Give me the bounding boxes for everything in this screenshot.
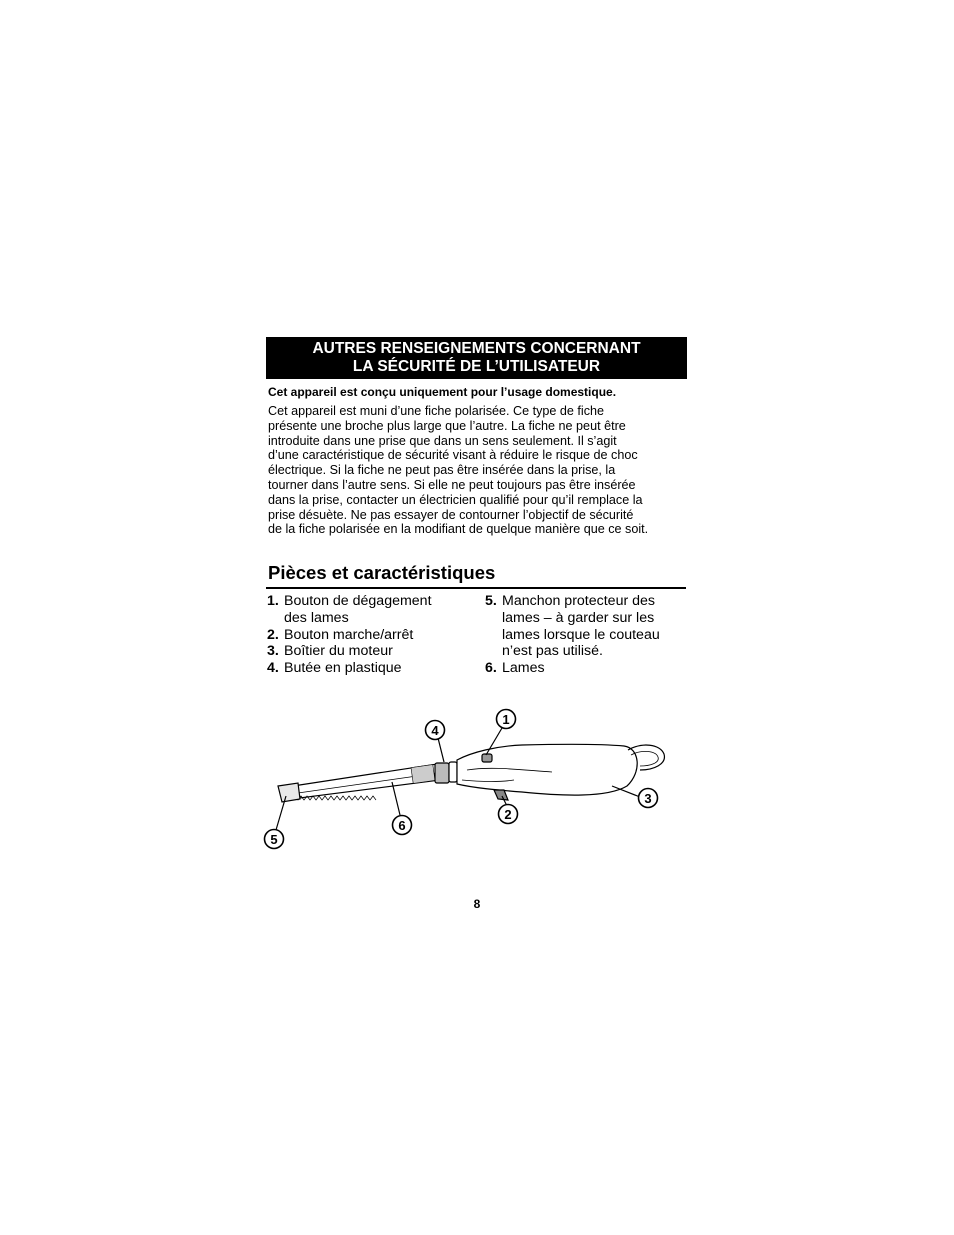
part-item xyxy=(267,643,477,660)
part-item xyxy=(485,593,690,660)
safety-lead: Cet appareil est conçu uniquement pour l’usage domestique. xyxy=(268,385,617,399)
blade-sheath xyxy=(278,783,300,802)
safety-line: d’une caractéristique de sécurité visant à réduire le risque de choc xyxy=(268,448,638,463)
safety-line: dans la prise, contacter un électricien qualifié pour qu’il remplace la xyxy=(268,492,643,507)
leader-line-3 xyxy=(612,786,640,797)
electric-knife-illustration xyxy=(262,700,682,855)
section-banner xyxy=(266,337,687,379)
motor-housing xyxy=(457,744,637,795)
part-label: n’est pas utilisé. xyxy=(502,643,603,660)
banner-line-1: AUTRES RENSEIGNEMENTS CONCERNANT xyxy=(312,340,641,357)
part-item xyxy=(267,627,477,644)
blade-texture xyxy=(411,765,435,784)
part-label: Butée en plastique xyxy=(284,660,402,677)
safety-line: Cet appareil est muni d’une fiche polarisée. Ce type de fiche xyxy=(268,404,605,418)
leader-line-4 xyxy=(438,738,444,762)
leader-line-6 xyxy=(392,782,400,815)
part-label: Manchon protecteur des xyxy=(502,593,656,609)
part-number: 6. xyxy=(485,660,497,677)
callout-label-6: 6 xyxy=(398,818,406,833)
part-label: Bouton marche/arrêt xyxy=(284,626,414,643)
safety-line: prise désuète. Ne pas essayer de contourner l’objectif de sécurité xyxy=(268,507,634,522)
parts-list-right xyxy=(485,593,690,677)
plastic-stop xyxy=(435,763,449,783)
parts-list-left xyxy=(267,593,477,677)
page-number: 8 xyxy=(473,897,481,911)
callout-label-1: 1 xyxy=(502,712,510,727)
part-label: lames – à garder sur les xyxy=(502,609,655,626)
stop-ring xyxy=(449,762,457,782)
callout-label-5: 5 xyxy=(270,832,278,847)
part-item xyxy=(267,660,477,677)
part-number: 1. xyxy=(267,593,279,609)
safety-paragraph xyxy=(268,404,693,537)
safety-line: tourner dans l’autre sens. Si elle ne peut toujours pas être insérée xyxy=(268,477,636,492)
callout-label-3: 3 xyxy=(644,791,652,806)
part-item xyxy=(267,593,477,627)
part-label: Lames xyxy=(502,660,545,677)
title-rule xyxy=(266,587,686,589)
part-number: 3. xyxy=(267,643,279,660)
part-label: lames lorsque le couteau xyxy=(502,626,660,643)
part-label: Boîtier du moteur xyxy=(284,643,393,660)
safety-line: électrique. Si la fiche ne peut pas être insérée dans la prise, la xyxy=(268,463,616,478)
part-number: 5. xyxy=(485,593,497,609)
part-number: 4. xyxy=(267,660,279,677)
part-item xyxy=(485,660,690,677)
trigger-button xyxy=(494,790,508,800)
safety-line: présente une broche plus large que l’autre. La fiche ne peut être xyxy=(268,418,626,433)
parts-title: Pièces et caractéristiques xyxy=(268,562,496,583)
leader-line-5 xyxy=(276,796,286,830)
callout-label-4: 4 xyxy=(431,723,439,738)
banner-line-2: LA SÉCURITÉ DE L’UTILISATEUR xyxy=(352,358,601,375)
part-label: des lames xyxy=(284,609,349,626)
part-label: Bouton de dégagement xyxy=(284,593,432,609)
callout-label-2: 2 xyxy=(504,807,512,822)
part-number: 2. xyxy=(267,626,279,643)
release-button xyxy=(482,754,492,762)
safety-line: de la fiche polarisée en la modifiant de quelque manière que ce soit. xyxy=(268,522,649,537)
safety-line: introduite dans une prise que dans un sens seulement. Il s’agit xyxy=(268,433,617,448)
